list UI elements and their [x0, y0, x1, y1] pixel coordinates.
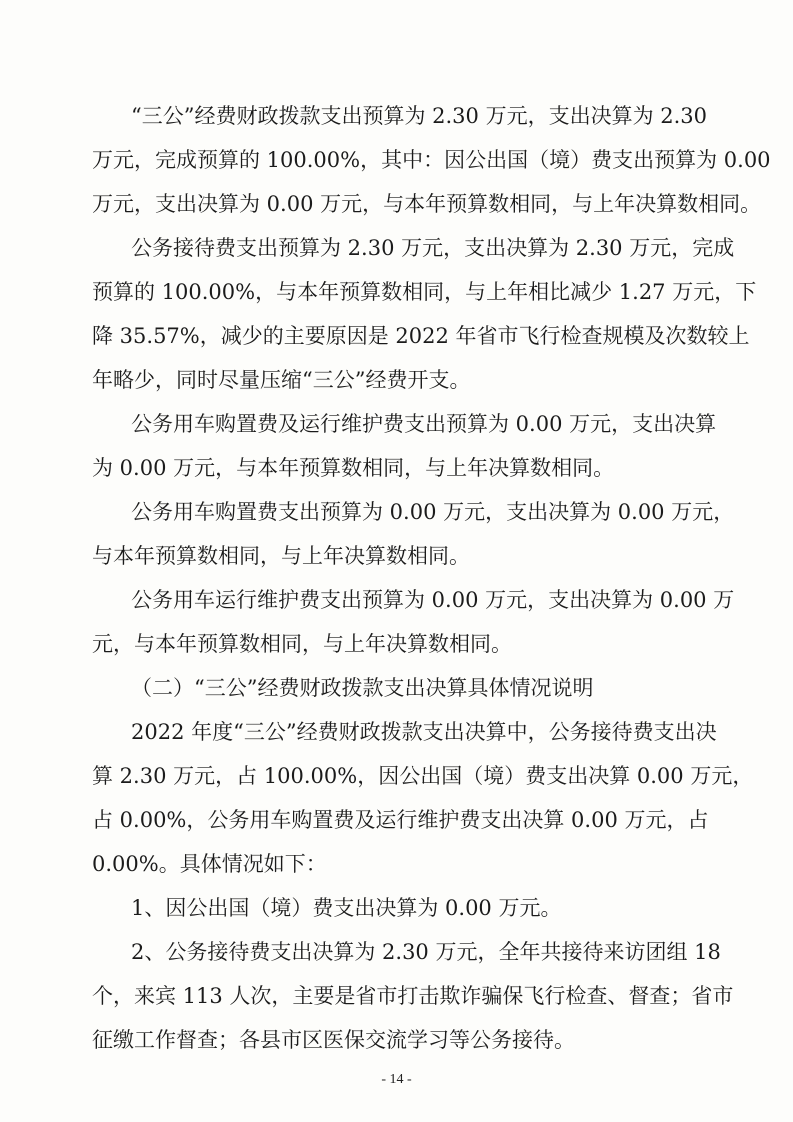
section-heading: （二）“三公”经费财政拨款支出决算具体情况说明 — [131, 676, 594, 700]
paragraph-line: 占 0.00%，公务用车购置费及运行维护费支出决算 0.00 万元，占 — [92, 808, 709, 832]
list-item: 1、因公出国（境）费支出决算为 0.00 万元。 — [131, 896, 562, 920]
paragraph-line: 公务用车购置费及运行维护费支出预算为 0.00 万元，支出决算 — [131, 412, 717, 436]
paragraph-line: 个，来宾 113 人次，主要是省市打击欺诈骗保飞行检查、督查；省市 — [92, 984, 734, 1008]
paragraph-line: 预算的 100.00%，与本年预算数相同，与上年相比减少 1.27 万元，下 — [92, 280, 757, 304]
paragraph-line: 为 0.00 万元，与本年预算数相同，与上年决算数相同。 — [92, 456, 615, 480]
paragraph-line: 征缴工作督查；各县市区医保交流学习等公务接待。 — [92, 1028, 575, 1052]
paragraph-line: 降 35.57%，减少的主要原因是 2022 年省市飞行检查规模及次数较上 — [92, 324, 750, 348]
paragraph-line: 公务用车运行维护费支出预算为 0.00 万元，支出决算为 0.00 万 — [131, 588, 735, 612]
page-number: - 14 - — [381, 1072, 412, 1087]
paragraph-line: 2022 年度“三公”经费财政拨款支出决算中，公务接待费支出决 — [131, 720, 717, 744]
list-item: 2、公务接待费支出决算为 2.30 万元，全年共接待来访团组 18 — [131, 940, 721, 964]
paragraph-line: “三公”经费财政拨款支出预算为 2.30 万元，支出决算为 2.30 — [131, 104, 708, 128]
paragraph-line: 万元，完成预算的 100.00%，其中：因公出国（境）费支出预算为 0.00 — [92, 148, 771, 172]
paragraph-line: 公务用车购置费支出预算为 0.00 万元，支出决算为 0.00 万元， — [131, 500, 735, 524]
paragraph-line: 万元，支出决算为 0.00 万元，与本年预算数相同，与上年决算数相同。 — [92, 192, 762, 216]
paragraph-line: 与本年预算数相同，与上年决算数相同。 — [92, 544, 470, 568]
paragraph-line: 算 2.30 万元，占 100.00%，因公出国（境）费支出决算 0.00 万元， — [92, 764, 754, 788]
paragraph-line: 公务接待费支出预算为 2.30 万元，支出决算为 2.30 万元，完成 — [131, 236, 735, 260]
paragraph-line: 年略少，同时尽量压缩“三公”经费开支。 — [92, 368, 471, 392]
paragraph-line: 元，与本年预算数相同，与上年决算数相同。 — [92, 632, 512, 656]
paragraph-line: 0.00%。具体情况如下： — [92, 852, 327, 876]
